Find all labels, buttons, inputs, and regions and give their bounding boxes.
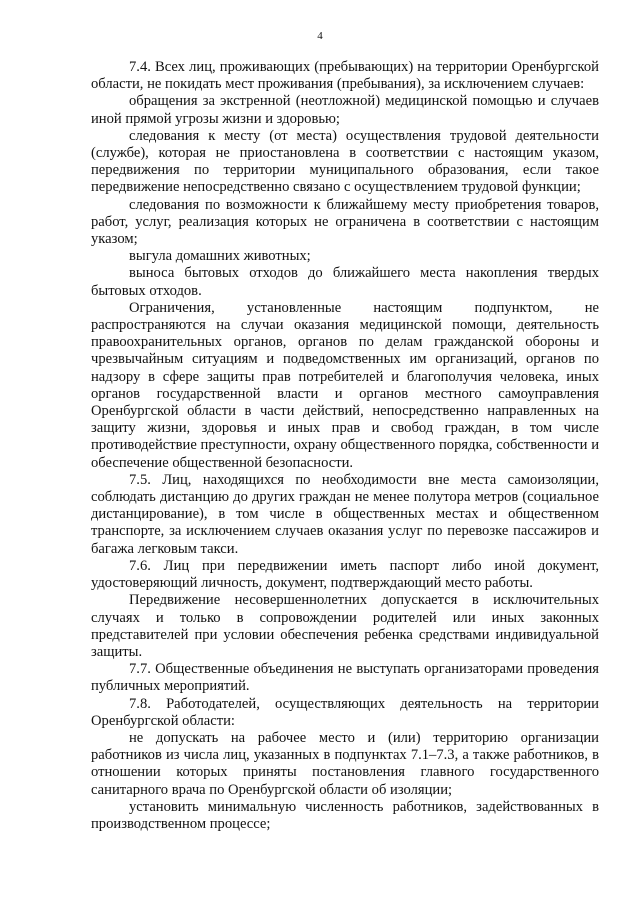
- paragraph-7-4: 7.4. Всех лиц, проживающих (пребывающих) на территории Оренбургской области, не покидать мест проживания (пребывания), за исключением случаев:: [91, 59, 599, 93]
- paragraph-exception-pets: выгула домашних животных;: [129, 248, 311, 265]
- paragraph-exception-waste: выноса бытовых отходов до ближайшего места накопления твердых бытовых отходов.: [91, 265, 599, 299]
- paragraph-employers-minimum-staff: установить минимальную численность работников, задействованных в производственном процессе;: [91, 798, 599, 832]
- page-number: 4: [317, 30, 323, 42]
- document-body: [91, 59, 599, 833]
- paragraph-exception-medical: обращения за экстренной (неотложной) медицинской помощью и случаев иной прямой угрозы жизни и здоровью;: [91, 93, 599, 127]
- paragraph-exception-shopping: следования по возможности к ближайшему месту приобретения товаров, работ, услуг, реализация которых не ограничена в соответствии с настоящим указом;: [91, 196, 599, 248]
- paragraph-7-7: 7.7. Общественные объединения не выступать организаторами проведения публичных мероприятий.: [91, 661, 599, 695]
- paragraph-exception-work: следования к месту (от места) осуществления трудовой деятельности (службе), которая не приостановлена в соответствии с настоящим указом, передвижения по территории муниципального образования, если такое передвижение непосредственно связано с осуществлением трудовой функции;: [91, 127, 599, 196]
- paragraph-restrictions-scope: Ограничения, установленные настоящим подпунктом, не распространяются на случаи оказания медицинской помощи, деятельность правоохранительных органов, органов по делам гражданской обороны и чрезвычайным ситуациям и подведомственных им организаций, органов по надзору в сфере защиты прав потребителей и благополучия человека, иных органов государственной власти и органов местного самоуправления Оренбургской области в части действий, непосредственно направленных на защиту жизни, здоровья и иных прав и свобод граждан, в том числе противодействие преступности, охрану общественного порядка, собственности и обеспечение общественной безопасности.: [91, 299, 599, 471]
- paragraph-7-5: 7.5. Лиц, находящихся по необходимости вне места самоизоляции, соблюдать дистанцию до других граждан не менее полутора метров (социальное дистанцирование), в том числе в общественных местах и общественном транспорте, за исключением случаев оказания услуг по перевозке пассажиров и багажа легковым такси.: [91, 471, 599, 557]
- paragraph-minors: Передвижение несовершеннолетних допускается в исключительных случаях и только в сопровождении родителей или иных законных представителей при условии обеспечения ребенка средствами индивидуальной защиты.: [91, 592, 599, 660]
- paragraph-employers-admission: не допускать на рабочее место и (или) территорию организации работников из числа лиц, указанных в подпунктах 7.1–7.3, а также работников, в отношении которых приняты постановления главного государственного санитарного врача по Оренбургской области об изоляции;: [91, 729, 599, 798]
- paragraph-7-8: 7.8. Работодателей, осуществляющих деятельность на территории Оренбургской области:: [91, 695, 599, 729]
- paragraph-7-6: 7.6. Лиц при передвижении иметь паспорт либо иной документ, удостоверяющий личность, документ, подтверждающий место работы.: [91, 557, 599, 592]
